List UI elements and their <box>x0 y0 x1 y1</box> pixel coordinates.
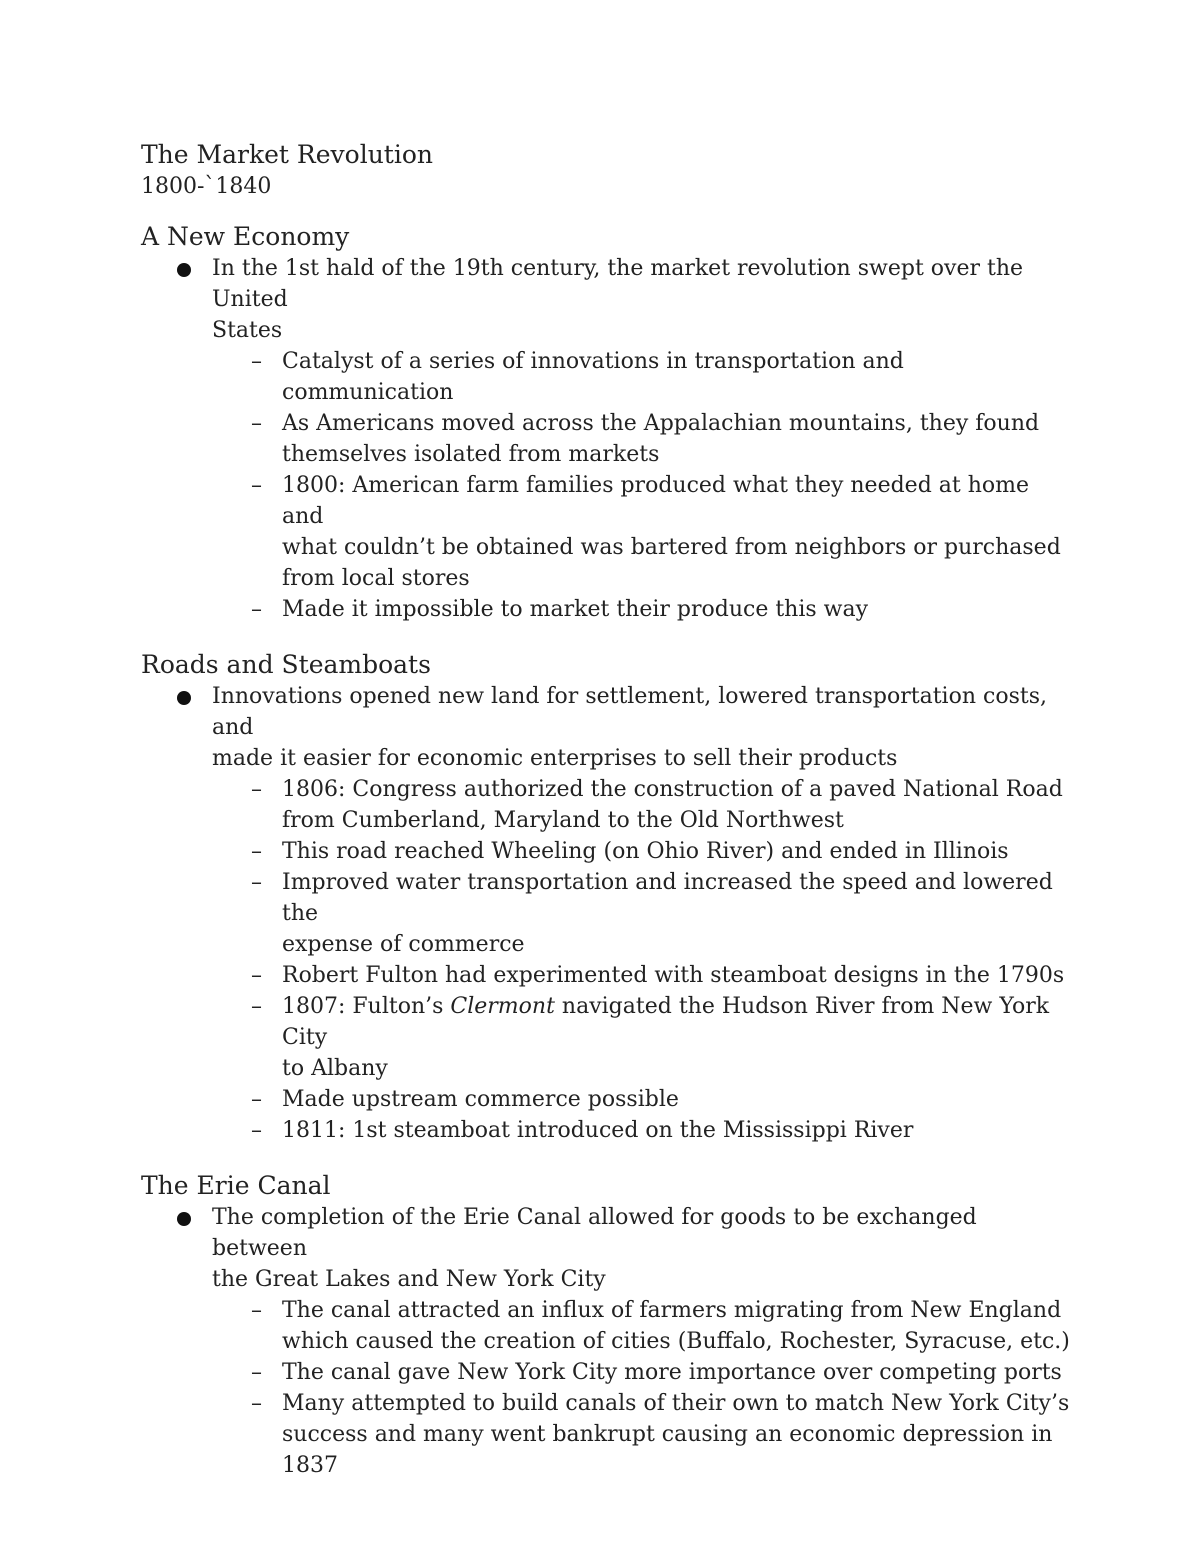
sub-line: themselves isolated from markets <box>282 442 660 467</box>
sub-item <box>141 1115 1071 1146</box>
sub-line: The canal gave New York City more importance over competing ports <box>282 1360 1062 1385</box>
sub-line: As Americans moved across the Appalachian mountains, they found <box>282 411 1040 436</box>
bullet-dot-icon <box>177 263 191 277</box>
section-heading: A New Economy <box>141 222 350 251</box>
dash-icon: – <box>251 597 262 622</box>
sub-line: which caused the creation of cities (Buffalo, Rochester, Syracuse, etc.) <box>282 1329 1070 1354</box>
sub-item <box>141 1357 1071 1388</box>
bullet-line: In the 1st hald of the 19th century, the market revolution swept over the United <box>212 256 1024 312</box>
bullet-line: The completion of the Erie Canal allowed for goods to be exchanged between <box>212 1205 977 1261</box>
bullet-item <box>141 253 1071 346</box>
sub-item <box>141 991 1071 1084</box>
sub-line: success and many went bankrupt causing an economic depression in <box>282 1422 1053 1447</box>
sub-item <box>141 594 1071 625</box>
sub-line <box>282 991 1071 1053</box>
sub-item <box>141 408 1071 470</box>
sub-line: 1811: 1st steamboat introduced on the Mississippi River <box>282 1118 914 1143</box>
sub-item <box>141 470 1071 594</box>
bullet-text <box>212 253 1071 346</box>
sub-line: Made it impossible to market their produce this way <box>282 597 869 622</box>
sub-line-suffix: navigated the Hudson River from New York City <box>282 994 1050 1050</box>
bullet-item <box>141 681 1071 774</box>
document-title: The Market Revolution <box>141 140 433 169</box>
bullet-item <box>141 1202 1071 1295</box>
sub-line: 1800: American farm families produced what they needed at home and <box>282 473 1030 529</box>
dash-icon: – <box>251 473 262 498</box>
ship-name: Clermont <box>450 994 555 1019</box>
section-erie-canal <box>141 1169 1071 1481</box>
sub-line: Catalyst of a series of innovations in transportation and communication <box>282 349 904 405</box>
bullet-text <box>212 681 1071 774</box>
sub-line: 1837 <box>282 1453 338 1478</box>
sub-line: This road reached Wheeling (on Ohio River) and ended in Illinois <box>282 839 1009 864</box>
sub-line: expense of commerce <box>282 932 525 957</box>
sub-item <box>141 1388 1071 1481</box>
sub-line: from Cumberland, Maryland to the Old Northwest <box>282 808 844 833</box>
dash-icon: – <box>251 349 262 374</box>
sub-list <box>141 346 1071 625</box>
bullet-line: made it easier for economic enterprises to sell their products <box>212 746 898 771</box>
bullet-text <box>212 1202 1071 1295</box>
sub-line: Improved water transportation and increased the speed and lowered the <box>282 870 1053 926</box>
dash-icon: – <box>251 1087 262 1112</box>
sub-item <box>141 960 1071 991</box>
dash-icon: – <box>251 1298 262 1323</box>
section-heading: Roads and Steamboats <box>141 650 431 679</box>
dash-icon: – <box>251 411 262 436</box>
sub-line-prefix: 1807: Fulton’s <box>282 994 451 1019</box>
dash-icon: – <box>251 777 262 802</box>
sub-line: 1806: Congress authorized the construction of a paved National Road <box>282 777 1063 802</box>
sub-line: Many attempted to build canals of their own to match New York City’s <box>282 1391 1070 1416</box>
document-page <box>141 138 1071 1504</box>
sub-line: from local stores <box>282 566 470 591</box>
section-new-economy <box>141 220 1071 625</box>
bullet-dot-icon <box>177 691 191 705</box>
sub-line: what couldn’t be obtained was bartered from neighbors or purchased <box>282 535 1061 560</box>
sub-item <box>141 774 1071 836</box>
title-block <box>141 138 1071 202</box>
sub-line: Made upstream commerce possible <box>282 1087 679 1112</box>
bullet-dot-icon <box>177 1212 191 1226</box>
dash-icon: – <box>251 1118 262 1143</box>
section-roads-steamboats <box>141 648 1071 1146</box>
dash-icon: – <box>251 994 262 1019</box>
sub-item <box>141 1295 1071 1357</box>
sub-item <box>141 346 1071 408</box>
section-heading: The Erie Canal <box>141 1171 331 1200</box>
sub-list <box>141 774 1071 1146</box>
sub-item <box>141 867 1071 960</box>
sub-item <box>141 836 1071 867</box>
dash-icon: – <box>251 1391 262 1416</box>
sub-item <box>141 1084 1071 1115</box>
sub-line: to Albany <box>282 1056 388 1081</box>
date-range: 1800-`1840 <box>141 174 272 199</box>
sub-list <box>141 1295 1071 1481</box>
sub-line: The canal attracted an influx of farmers migrating from New England <box>282 1298 1062 1323</box>
bullet-line: the Great Lakes and New York City <box>212 1267 606 1292</box>
dash-icon: – <box>251 1360 262 1385</box>
bullet-line: Innovations opened new land for settlement, lowered transportation costs, and <box>212 684 1047 740</box>
dash-icon: – <box>251 839 262 864</box>
dash-icon: – <box>251 963 262 988</box>
dash-icon: – <box>251 870 262 895</box>
bullet-line: States <box>212 318 283 343</box>
sub-line: Robert Fulton had experimented with steamboat designs in the 1790s <box>282 963 1065 988</box>
